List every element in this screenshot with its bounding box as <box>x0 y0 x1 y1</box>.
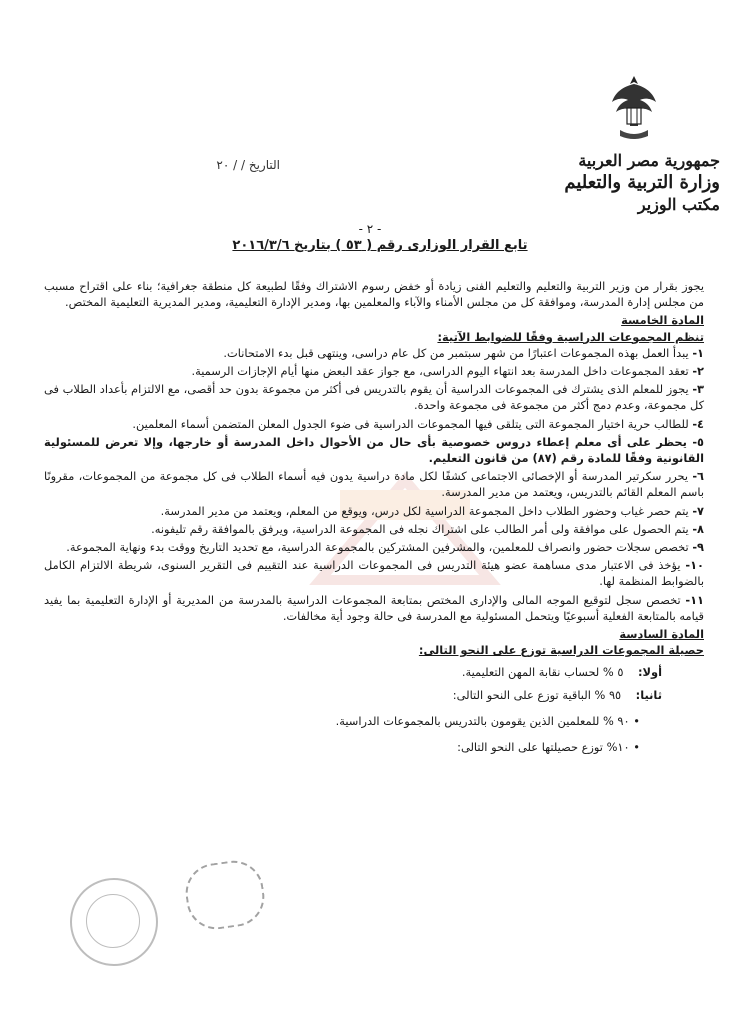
article5-item-4: ٤- للطالب حرية اختيار المجموعة التى يتلقى فيها المجموعات الدراسية فى ضوء الجدول المعلن المتضمن أسماء المعلمين. <box>132 416 704 431</box>
header-ministry: وزارة التربية والتعليم <box>564 172 720 193</box>
document-body <box>44 278 704 765</box>
article5-item-6: ٦- يحرر سكرتير المدرسة أو الإخصائى الاجتماعى كشفًا لكل مادة دراسية يدون فيه أسماء الطلاب فى كل مجموعة من المجموعات، مقرونًا باسم المعلم القائم بالتدريس، ويعتمد من مدير المدرسة. <box>44 469 704 500</box>
article6-first: أولا: ٥ % لحساب نقابة المهن التعليمية. <box>461 665 662 680</box>
intro-paragraph: يجوز بقرار من وزير التربية والتعليم والتعليم الفنى زيادة أو خفض رسوم الاشتراك وفقًا لطبيعة كل منطقة جغرافية؛ بناء على اقتراح مسبب من مجلس إدارة المدرسة، وموافقة كل من مجلس الأمناء والآباء والمعلمين بها، ومدير الإدارة التعليمية، ومدير المديرية التعليمية المختص. <box>44 279 704 310</box>
article5-item-10: ١٠- يؤخذ فى الاعتبار مدى مساهمة عضو هيئة التدريس فى المجموعات الدراسية عند التقييم فى التقرير السنوى، شريطة الالتزام الكامل بالضوابط المنظمة لها. <box>44 558 705 589</box>
article5-heading: المادة الخامسة <box>621 313 704 328</box>
article5-item-7: ٧- يتم حصر غياب وحضور الطلاب داخل المجموعة الدراسية لكل درس، ويوقع من المعلم، ويعتمد من مدير المدرسة. <box>160 503 704 518</box>
article5-item-9: ٩- تخصص سجلات حضور وانصراف للمعلمين، والمشرفين المشتركين بالمجموعة الدراسية، مع تحديد التاريخ ووقت بدء ونهاية المجموعة. <box>66 540 704 555</box>
article5-item-8: ٨- يتم الحصول على موافقة ولى أمر الطالب على اشتراك نجله فى المجموعة الدراسية، ويرفق بالموافقة رقم تليفونه. <box>151 521 704 536</box>
official-seal <box>70 878 158 966</box>
eagle-emblem-icon <box>610 72 658 144</box>
article5-item-2: ٢- تعقد المجموعات داخل المدرسة بعد انتهاء اليوم الدراسى، مع جواز عقد البعض منها أيام الإجازات الرسمية. <box>191 364 704 379</box>
article6-second: ثانيا: ٩٥ % الباقية توزع على النحو التالى: <box>452 687 662 702</box>
article6-heading: المادة السادسة <box>619 627 704 642</box>
article5-item-1: ١- يبدأ العمل بهذه المجموعات اعتبارًا من شهر سبتمبر من كل عام دراسى، وينتهى قبل بدء الامتحانات. <box>223 345 704 360</box>
article6-subheading: حصيلة المجموعات الدراسية توزع على النحو التالى: <box>418 643 704 658</box>
article5-item-11: ١١- تخصص سجل لتوقيع الموجه المالى والإدارى المختص بمتابعة المجموعات الدراسية بالمدرسة من المديرية أو الإدارة التعليمية بما يفيد قيامه بالمتابعة الفعلية أسبوعيًا ويتحمل المسئولية مع المدرسة فى حالة وجود أية مخالفات. <box>44 592 704 623</box>
header-country: جمهورية مصر العربية <box>578 151 720 170</box>
header-office: مكتب الوزير <box>637 195 720 214</box>
article6-sub2: • ١٠% توزع حصيلتها على النحو التالى: <box>457 740 640 755</box>
article6-sub1: • ٩٠ % للمعلمين الذين يقومون بالتدريس بالمجموعات الدراسية. <box>335 713 640 728</box>
article5-item-5: ٥- يحظر على أى معلم إعطاء دروس خصوصية بأى حال من الأحوال داخل المدرسة أو خارجها، وإلا تعرض للمسئولية القانونية وفقًا للمادة رقم (٨٧) من قانون التعليم. <box>44 434 704 466</box>
official-seal-inner <box>86 894 140 948</box>
office-stamp <box>182 857 268 933</box>
article5-item-3: ٣- يجوز للمعلم الذى يشترك فى المجموعات الدراسية أن يقوم بالتدريس فى أكثر من مجموعة بدون حد أقصى، مع الالتزام بأعداد الطلاب فى كل مجموعة، وعدم دمج أكثر من مجموعة فى مجموعة واحدة. <box>44 382 704 413</box>
date-field: التاريخ / / ٢٠ <box>216 158 280 172</box>
article5-subheading: تنظم المجموعات الدراسية وفقًا للضوابط الآتية: <box>437 329 704 344</box>
page-number: - ٢ - <box>358 222 382 236</box>
decree-title: تابع القرار الوزارى رقم ( ٥٣ ) بتاريخ ٢٠١٦/٣/٦ <box>232 238 528 253</box>
ministry-header <box>560 150 720 216</box>
